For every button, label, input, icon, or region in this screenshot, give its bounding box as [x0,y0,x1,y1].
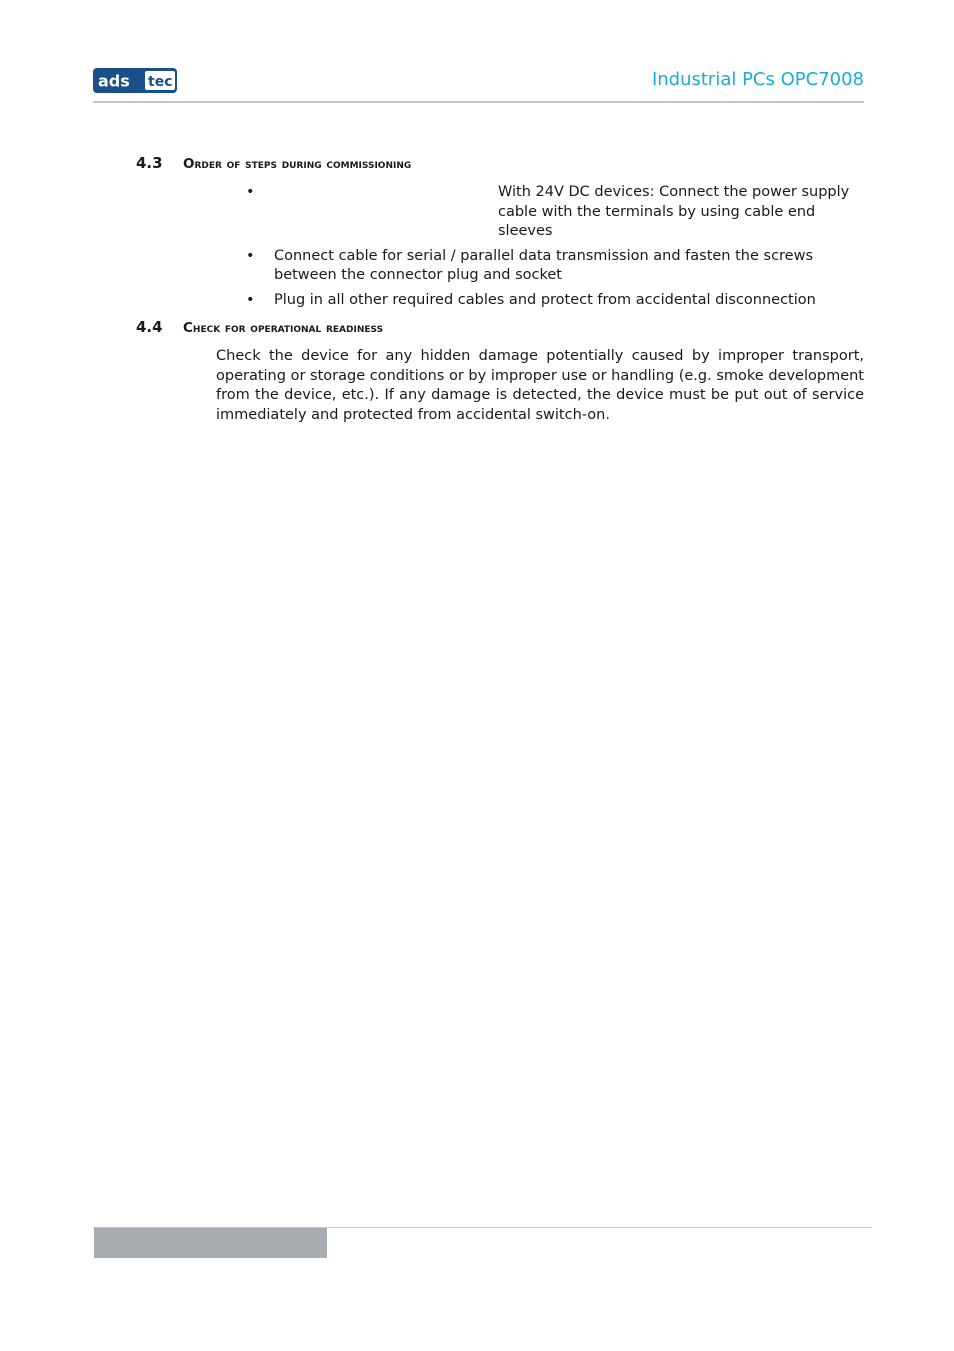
commissioning-steps-list [246,183,866,315]
section-heading-4-4 [136,318,383,336]
bullet-icon: • [246,247,255,264]
section-number: 4.3 [136,154,163,172]
logo-text-main: ads [98,71,130,91]
list-item-text: Plug in all other required cables and protect from accidental disconnection [274,291,816,308]
list-item [246,247,866,286]
list-item [246,183,866,242]
list-item-text: Connect cable for serial / parallel data transmission and fasten the screws between the connector plug and socket [274,247,814,283]
footer-bar [94,1228,327,1258]
bullet-icon: • [246,184,255,200]
list-item [246,291,866,311]
section-title: Check for operational readiness [183,320,384,336]
section-title: Order of steps during commissioning [183,156,412,172]
section-heading-4-3 [136,154,411,172]
list-item-text: With 24V DC devices: Connect the power supply cable with the terminals by using cable end sleeves [498,184,850,239]
logo-text-box: tec [148,74,173,90]
bullet-icon: • [246,291,255,308]
adstec-logo-graphic [93,68,177,93]
header-divider [93,101,864,103]
adstec-logo [93,68,177,93]
document-title: Industrial PCs OPC7008 [651,69,864,90]
section-number: 4.4 [136,318,163,336]
readiness-paragraph: Check the device for any hidden damage potentially caused by improper transport, operating or storage conditions or by improper use or handling (e.g. smoke development from the device, etc.). If any damage is detected, the device must be put out of service immediately and protected from accidental switch-on. [216,348,864,423]
